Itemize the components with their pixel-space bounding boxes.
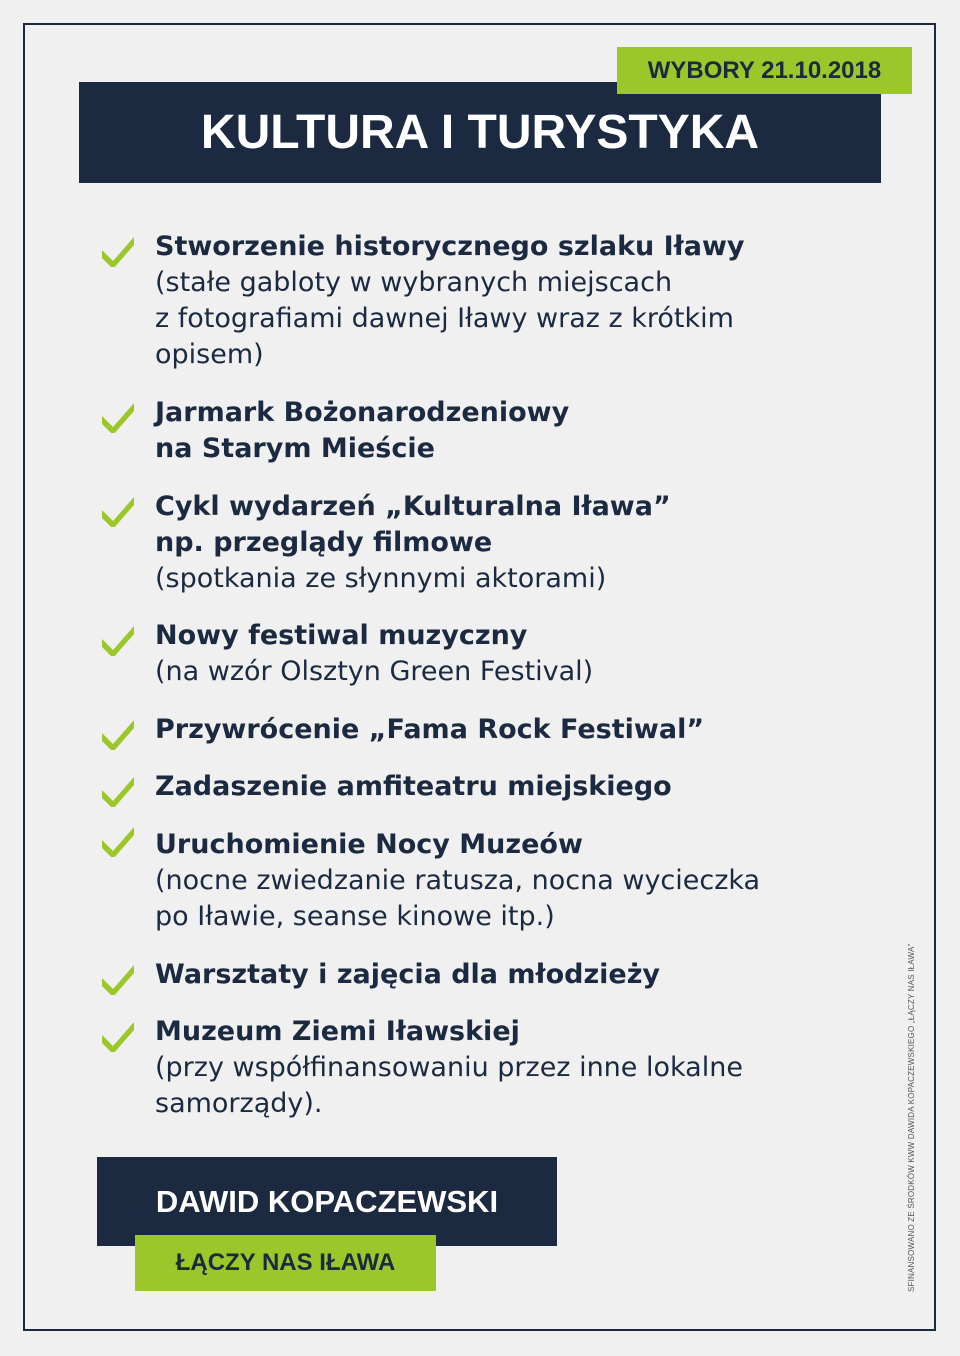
item-title: Jarmark Bożonarodzeniowy	[155, 397, 570, 428]
item-detail: (nocne zwiedzanie ratusza, nocna wycieczka	[155, 865, 761, 896]
check-icon	[100, 714, 136, 750]
check-icon	[100, 231, 136, 267]
item-title: Uruchomienie Nocy Muzeów	[155, 829, 583, 860]
item-title: Muzeum Ziemi Iławskiej	[155, 1016, 520, 1047]
check-icon	[100, 771, 136, 807]
item-title-line2: np. przeglądy filmowe	[155, 527, 493, 558]
election-date-badge: WYBORY 21.10.2018	[617, 47, 912, 94]
item-title: Cykl wydarzeń „Kulturalna Iława”	[155, 491, 671, 522]
item-title: Stworzenie historycznego szlaku Iławy	[155, 231, 745, 262]
funding-note: SFINANSOWANO ZE ŚRODKÓW KWW DAWIDA KOPACZEWSKIEGO „ŁĄCZY NAS IŁAWA”	[907, 943, 916, 1292]
item-detail: samorządy).	[155, 1088, 323, 1119]
item-detail: (na wzór Olsztyn Green Festival)	[155, 656, 594, 687]
item-detail: (stałe gabloty w wybranych miejscach	[155, 267, 673, 298]
item-detail: z fotografiami dawnej Iławy wraz z krótkim	[155, 303, 734, 334]
item-title: Nowy festiwal muzyczny	[155, 620, 528, 651]
check-icon	[100, 491, 136, 527]
check-icon	[100, 821, 136, 857]
item-title-line2: na Starym Mieście	[155, 433, 435, 464]
item-title: Przywrócenie „Fama Rock Festiwal”	[155, 714, 705, 745]
item-detail: po Iławie, seanse kinowe itp.)	[155, 901, 555, 932]
item-title: Warsztaty i zajęcia dla młodzieży	[155, 959, 661, 990]
campaign-slogan: ŁĄCZY NAS IŁAWA	[135, 1235, 436, 1291]
item-detail: (spotkania ze słynnymi aktorami)	[155, 563, 607, 594]
item-detail: opisem)	[155, 339, 264, 370]
check-icon	[100, 397, 136, 433]
check-icon	[100, 959, 136, 995]
item-title: Zadaszenie amfiteatru miejskiego	[155, 771, 672, 802]
page-title: KULTURA I TURYSTYKA	[79, 82, 881, 183]
item-detail: (przy współfinansowaniu przez inne lokalne	[155, 1052, 743, 1083]
check-icon	[100, 620, 136, 656]
candidate-name: DAWID KOPACZEWSKI	[97, 1157, 557, 1246]
check-icon	[100, 1016, 136, 1052]
